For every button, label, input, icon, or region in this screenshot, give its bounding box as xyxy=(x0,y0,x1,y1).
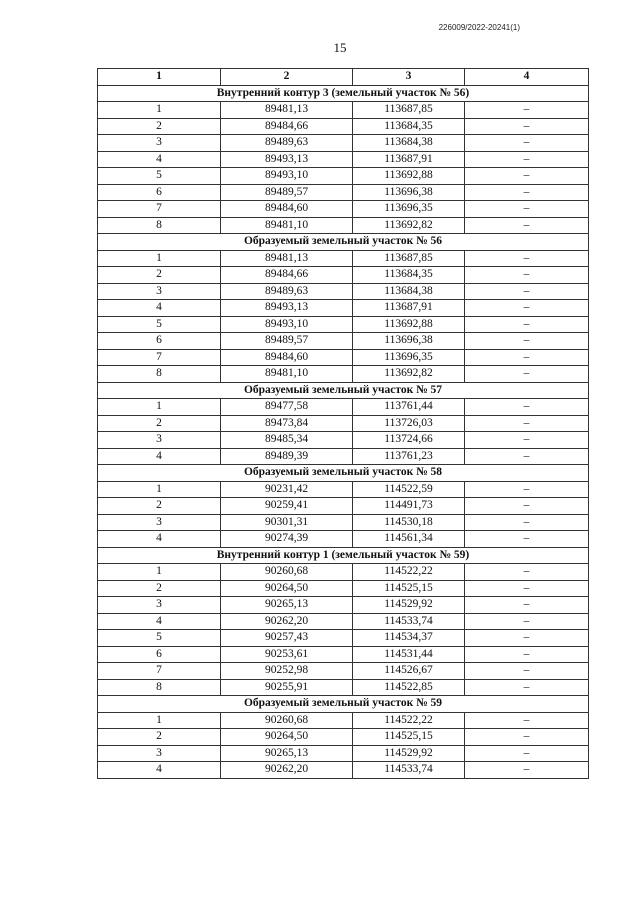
table-row xyxy=(98,201,589,218)
x-coordinate-cell: 89473,84 xyxy=(221,415,353,432)
point-number-cell: 4 xyxy=(98,762,221,779)
dash-cell: – xyxy=(465,349,589,366)
point-number-cell: 5 xyxy=(98,316,221,333)
table-row xyxy=(98,184,589,201)
y-coordinate-cell: 114529,92 xyxy=(353,597,465,614)
x-coordinate-cell: 89489,57 xyxy=(221,184,353,201)
point-number-cell: 4 xyxy=(98,531,221,548)
table-row xyxy=(98,300,589,317)
dash-cell: – xyxy=(465,267,589,284)
dash-cell: – xyxy=(465,333,589,350)
x-coordinate-cell: 89489,39 xyxy=(221,448,353,465)
table-row xyxy=(98,250,589,267)
dash-cell: – xyxy=(465,184,589,201)
y-coordinate-cell: 114522,59 xyxy=(353,481,465,498)
y-coordinate-cell: 113692,88 xyxy=(353,316,465,333)
y-coordinate-cell: 113761,23 xyxy=(353,448,465,465)
point-number-cell: 2 xyxy=(98,415,221,432)
dash-cell: – xyxy=(465,564,589,581)
table-row xyxy=(98,663,589,680)
table-row xyxy=(98,168,589,185)
x-coordinate-cell: 89493,13 xyxy=(221,300,353,317)
x-coordinate-cell: 89493,10 xyxy=(221,316,353,333)
point-number-cell: 1 xyxy=(98,564,221,581)
dash-cell: – xyxy=(465,201,589,218)
section-title: Образуемый земельный участок № 56 xyxy=(98,234,589,251)
section-title: Образуемый земельный участок № 58 xyxy=(98,465,589,482)
x-coordinate-cell: 89484,66 xyxy=(221,118,353,135)
y-coordinate-cell: 113761,44 xyxy=(353,399,465,416)
point-number-cell: 3 xyxy=(98,283,221,300)
y-coordinate-cell: 113684,35 xyxy=(353,118,465,135)
dash-cell: – xyxy=(465,432,589,449)
x-coordinate-cell: 90264,50 xyxy=(221,580,353,597)
point-number-cell: 6 xyxy=(98,646,221,663)
point-number-cell: 1 xyxy=(98,481,221,498)
dash-cell: – xyxy=(465,118,589,135)
x-coordinate-cell: 90264,50 xyxy=(221,729,353,746)
section-title: Образуемый земельный участок № 57 xyxy=(98,382,589,399)
x-coordinate-cell: 90257,43 xyxy=(221,630,353,647)
x-coordinate-cell: 90274,39 xyxy=(221,531,353,548)
table-body xyxy=(98,85,589,778)
x-coordinate-cell: 90260,68 xyxy=(221,712,353,729)
table-row xyxy=(98,531,589,548)
header-row xyxy=(98,69,589,86)
point-number-cell: 8 xyxy=(98,679,221,696)
y-coordinate-cell: 114530,18 xyxy=(353,514,465,531)
point-number-cell: 4 xyxy=(98,151,221,168)
x-coordinate-cell: 89484,60 xyxy=(221,349,353,366)
section-heading-row xyxy=(98,696,589,713)
point-number-cell: 7 xyxy=(98,663,221,680)
point-number-cell: 8 xyxy=(98,217,221,234)
x-coordinate-cell: 89485,34 xyxy=(221,432,353,449)
x-coordinate-cell: 89481,13 xyxy=(221,102,353,119)
x-coordinate-cell: 89493,13 xyxy=(221,151,353,168)
x-coordinate-cell: 90262,20 xyxy=(221,762,353,779)
y-coordinate-cell: 114533,74 xyxy=(353,762,465,779)
table-row xyxy=(98,415,589,432)
y-coordinate-cell: 113696,35 xyxy=(353,349,465,366)
y-coordinate-cell: 114525,15 xyxy=(353,729,465,746)
table-row xyxy=(98,399,589,416)
x-coordinate-cell: 89489,63 xyxy=(221,135,353,152)
dash-cell: – xyxy=(465,630,589,647)
y-coordinate-cell: 113684,35 xyxy=(353,267,465,284)
x-coordinate-cell: 89489,57 xyxy=(221,333,353,350)
dash-cell: – xyxy=(465,762,589,779)
document-id: 226009/2022-20241(1) xyxy=(438,23,520,32)
y-coordinate-cell: 113687,85 xyxy=(353,250,465,267)
header-col-4: 4 xyxy=(465,69,589,86)
section-heading-row xyxy=(98,234,589,251)
table-row xyxy=(98,613,589,630)
y-coordinate-cell: 114531,44 xyxy=(353,646,465,663)
header-col-2: 2 xyxy=(221,69,353,86)
y-coordinate-cell: 113687,85 xyxy=(353,102,465,119)
x-coordinate-cell: 90265,13 xyxy=(221,597,353,614)
table-row xyxy=(98,118,589,135)
table-row xyxy=(98,712,589,729)
x-coordinate-cell: 89484,66 xyxy=(221,267,353,284)
table-row xyxy=(98,432,589,449)
x-coordinate-cell: 90252,98 xyxy=(221,663,353,680)
point-number-cell: 5 xyxy=(98,168,221,185)
y-coordinate-cell: 114561,34 xyxy=(353,531,465,548)
table-row xyxy=(98,481,589,498)
table-row xyxy=(98,514,589,531)
y-coordinate-cell: 114526,67 xyxy=(353,663,465,680)
x-coordinate-cell: 90265,13 xyxy=(221,745,353,762)
point-number-cell: 4 xyxy=(98,448,221,465)
y-coordinate-cell: 113692,82 xyxy=(353,366,465,383)
dash-cell: – xyxy=(465,448,589,465)
y-coordinate-cell: 113684,38 xyxy=(353,135,465,152)
dash-cell: – xyxy=(465,663,589,680)
point-number-cell: 3 xyxy=(98,745,221,762)
dash-cell: – xyxy=(465,399,589,416)
point-number-cell: 3 xyxy=(98,135,221,152)
dash-cell: – xyxy=(465,646,589,663)
table-row xyxy=(98,333,589,350)
dash-cell: – xyxy=(465,745,589,762)
dash-cell: – xyxy=(465,151,589,168)
section-title: Образуемый земельный участок № 59 xyxy=(98,696,589,713)
y-coordinate-cell: 113687,91 xyxy=(353,300,465,317)
point-number-cell: 3 xyxy=(98,514,221,531)
point-number-cell: 8 xyxy=(98,366,221,383)
dash-cell: – xyxy=(465,498,589,515)
point-number-cell: 2 xyxy=(98,118,221,135)
x-coordinate-cell: 90255,91 xyxy=(221,679,353,696)
x-coordinate-cell: 89493,10 xyxy=(221,168,353,185)
dash-cell: – xyxy=(465,481,589,498)
y-coordinate-cell: 114533,74 xyxy=(353,613,465,630)
dash-cell: – xyxy=(465,316,589,333)
x-coordinate-cell: 89477,58 xyxy=(221,399,353,416)
table-row xyxy=(98,283,589,300)
table-row xyxy=(98,679,589,696)
point-number-cell: 1 xyxy=(98,102,221,119)
coordinates-table xyxy=(97,68,589,779)
section-heading-row xyxy=(98,465,589,482)
dash-cell: – xyxy=(465,283,589,300)
y-coordinate-cell: 114529,92 xyxy=(353,745,465,762)
x-coordinate-cell: 90262,20 xyxy=(221,613,353,630)
section-heading-row xyxy=(98,382,589,399)
point-number-cell: 1 xyxy=(98,250,221,267)
table-row xyxy=(98,316,589,333)
point-number-cell: 7 xyxy=(98,349,221,366)
table-row xyxy=(98,366,589,383)
section-heading-row xyxy=(98,547,589,564)
y-coordinate-cell: 114525,15 xyxy=(353,580,465,597)
table-header xyxy=(98,69,589,86)
dash-cell: – xyxy=(465,250,589,267)
point-number-cell: 6 xyxy=(98,184,221,201)
page-number: 15 xyxy=(333,40,347,55)
point-number-cell: 3 xyxy=(98,597,221,614)
point-number-cell: 7 xyxy=(98,201,221,218)
header-col-3: 3 xyxy=(353,69,465,86)
dash-cell: – xyxy=(465,613,589,630)
dash-cell: – xyxy=(465,217,589,234)
y-coordinate-cell: 114491,73 xyxy=(353,498,465,515)
table-row xyxy=(98,267,589,284)
dash-cell: – xyxy=(465,580,589,597)
y-coordinate-cell: 113724,66 xyxy=(353,432,465,449)
point-number-cell: 2 xyxy=(98,580,221,597)
point-number-cell: 1 xyxy=(98,712,221,729)
x-coordinate-cell: 90301,31 xyxy=(221,514,353,531)
section-heading-row xyxy=(98,85,589,102)
y-coordinate-cell: 113687,91 xyxy=(353,151,465,168)
table-row xyxy=(98,349,589,366)
header-col-1: 1 xyxy=(98,69,221,86)
section-title: Внутренний контур 1 (земельный участок № 59) xyxy=(98,547,589,564)
table-row xyxy=(98,729,589,746)
table-row xyxy=(98,597,589,614)
point-number-cell: 2 xyxy=(98,267,221,284)
point-number-cell: 5 xyxy=(98,630,221,647)
table-row xyxy=(98,151,589,168)
table-row xyxy=(98,498,589,515)
dash-cell: – xyxy=(465,531,589,548)
x-coordinate-cell: 90259,41 xyxy=(221,498,353,515)
x-coordinate-cell: 90253,61 xyxy=(221,646,353,663)
x-coordinate-cell: 89481,10 xyxy=(221,217,353,234)
y-coordinate-cell: 113726,03 xyxy=(353,415,465,432)
dash-cell: – xyxy=(465,729,589,746)
point-number-cell: 2 xyxy=(98,498,221,515)
point-number-cell: 3 xyxy=(98,432,221,449)
y-coordinate-cell: 114522,85 xyxy=(353,679,465,696)
dash-cell: – xyxy=(465,366,589,383)
dash-cell: – xyxy=(465,300,589,317)
dash-cell: – xyxy=(465,712,589,729)
section-title: Внутренний контур 3 (земельный участок № 56) xyxy=(98,85,589,102)
dash-cell: – xyxy=(465,135,589,152)
table-row xyxy=(98,762,589,779)
y-coordinate-cell: 113684,38 xyxy=(353,283,465,300)
point-number-cell: 4 xyxy=(98,300,221,317)
table-row xyxy=(98,745,589,762)
x-coordinate-cell: 89481,10 xyxy=(221,366,353,383)
x-coordinate-cell: 89484,60 xyxy=(221,201,353,218)
point-number-cell: 1 xyxy=(98,399,221,416)
y-coordinate-cell: 113696,38 xyxy=(353,333,465,350)
table-row xyxy=(98,580,589,597)
table-row xyxy=(98,646,589,663)
y-coordinate-cell: 114522,22 xyxy=(353,712,465,729)
point-number-cell: 2 xyxy=(98,729,221,746)
y-coordinate-cell: 113696,38 xyxy=(353,184,465,201)
table-row xyxy=(98,630,589,647)
table-row xyxy=(98,217,589,234)
dash-cell: – xyxy=(465,102,589,119)
y-coordinate-cell: 114522,22 xyxy=(353,564,465,581)
y-coordinate-cell: 113696,35 xyxy=(353,201,465,218)
dash-cell: – xyxy=(465,168,589,185)
x-coordinate-cell: 89481,13 xyxy=(221,250,353,267)
x-coordinate-cell: 90231,42 xyxy=(221,481,353,498)
dash-cell: – xyxy=(465,514,589,531)
y-coordinate-cell: 113692,82 xyxy=(353,217,465,234)
dash-cell: – xyxy=(465,679,589,696)
x-coordinate-cell: 90260,68 xyxy=(221,564,353,581)
point-number-cell: 4 xyxy=(98,613,221,630)
table-row xyxy=(98,448,589,465)
table-row xyxy=(98,564,589,581)
table-row xyxy=(98,102,589,119)
y-coordinate-cell: 114534,37 xyxy=(353,630,465,647)
dash-cell: – xyxy=(465,597,589,614)
dash-cell: – xyxy=(465,415,589,432)
point-number-cell: 6 xyxy=(98,333,221,350)
y-coordinate-cell: 113692,88 xyxy=(353,168,465,185)
x-coordinate-cell: 89489,63 xyxy=(221,283,353,300)
table-row xyxy=(98,135,589,152)
